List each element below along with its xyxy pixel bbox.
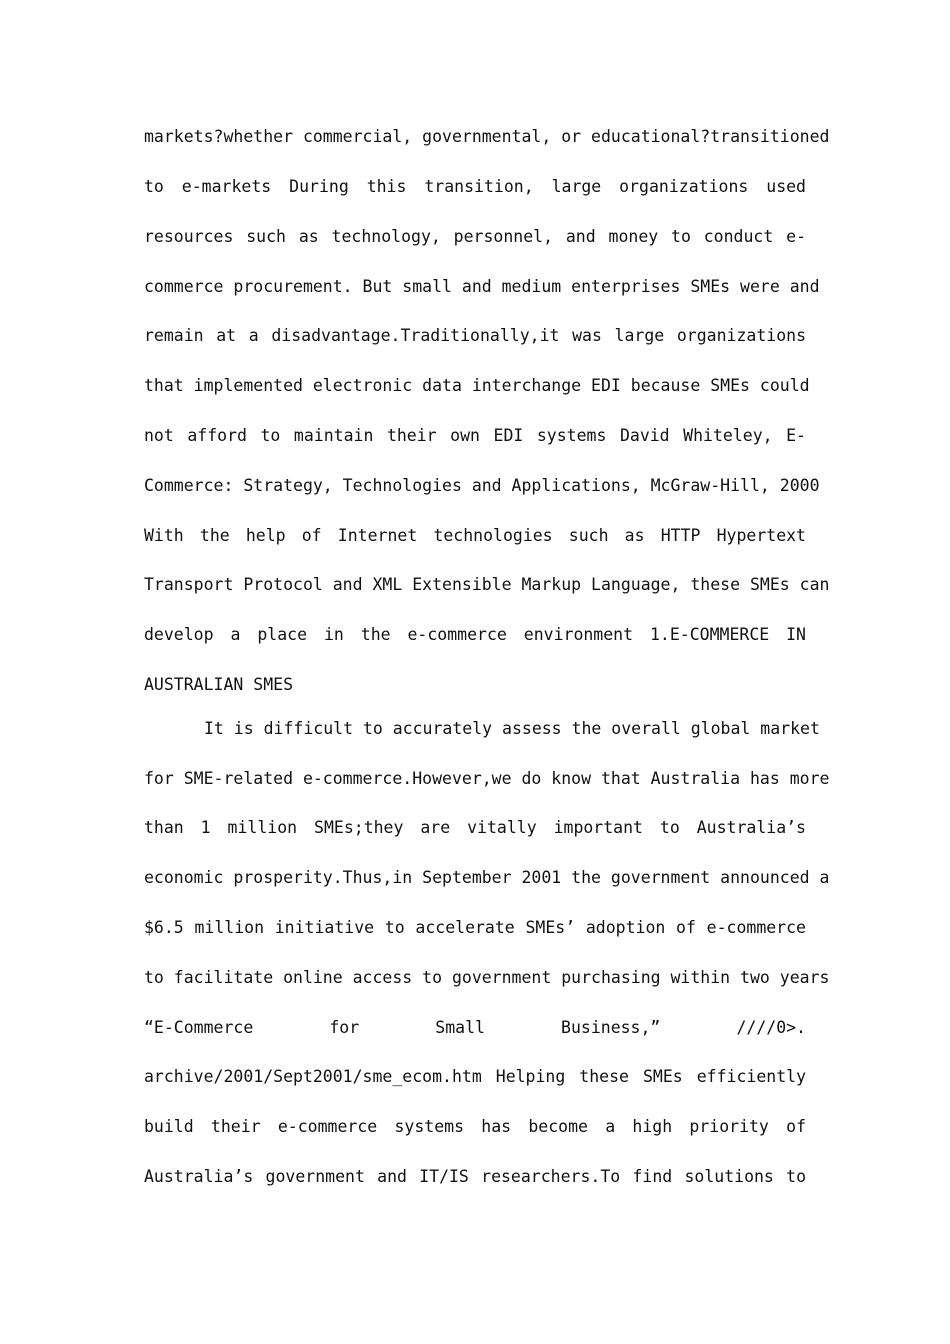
section-heading-line: AUSTRALIAN SMES xyxy=(144,675,294,694)
text-line: that implemented electronic data interchange EDI because SMEs could xyxy=(144,376,810,395)
text-line: $6.5 million initiative to accelerate SMEs’ adoption of e-commerce xyxy=(144,918,806,937)
text-line: not afford to maintain their own EDI systems David Whiteley, E- xyxy=(144,426,806,445)
text-line: archive/2001/Sept2001/sme_ecom.htm Helping these SMEs efficiently xyxy=(144,1067,806,1086)
text-line: Commerce: Strategy, Technologies and Applications, McGraw-Hill, 2000 xyxy=(144,476,820,495)
text-line: to e-markets During this transition, large organizations used xyxy=(144,177,806,196)
text-line: With the help of Internet technologies such as HTTP Hypertext xyxy=(144,526,806,545)
text-line: “E-Commerce for Small Business,” ////0>. xyxy=(144,1018,806,1037)
text-line: economic prosperity.Thus,in September 2001 the government announced a xyxy=(144,868,830,887)
text-line: Transport Protocol and XML Extensible Markup Language, these SMEs can xyxy=(144,575,830,594)
text-line: markets?whether commercial, governmental, or educational?transitioned xyxy=(144,127,830,146)
text-line: build their e-commerce systems has become a high priority of xyxy=(144,1117,806,1136)
text-line: for SME-related e-commerce.However,we do know that Australia has more xyxy=(144,769,830,788)
text-line: Australia’s government and IT/IS researchers.To find solutions to xyxy=(144,1167,806,1186)
text-line: remain at a disadvantage.Traditionally,it was large organizations xyxy=(144,326,806,345)
text-line: commerce procurement. But small and medium enterprises SMEs were and xyxy=(144,277,820,296)
text-line: than 1 million SMEs;they are vitally important to Australia’s xyxy=(144,818,806,837)
paragraph-first-line: It is difficult to accurately assess the overall global market xyxy=(204,719,820,738)
text-line: resources such as technology, personnel, and money to conduct e- xyxy=(144,227,806,246)
text-line: develop a place in the e-commerce environment 1.E-COMMERCE IN xyxy=(144,625,806,644)
text-line: to facilitate online access to government purchasing within two years xyxy=(144,968,830,987)
